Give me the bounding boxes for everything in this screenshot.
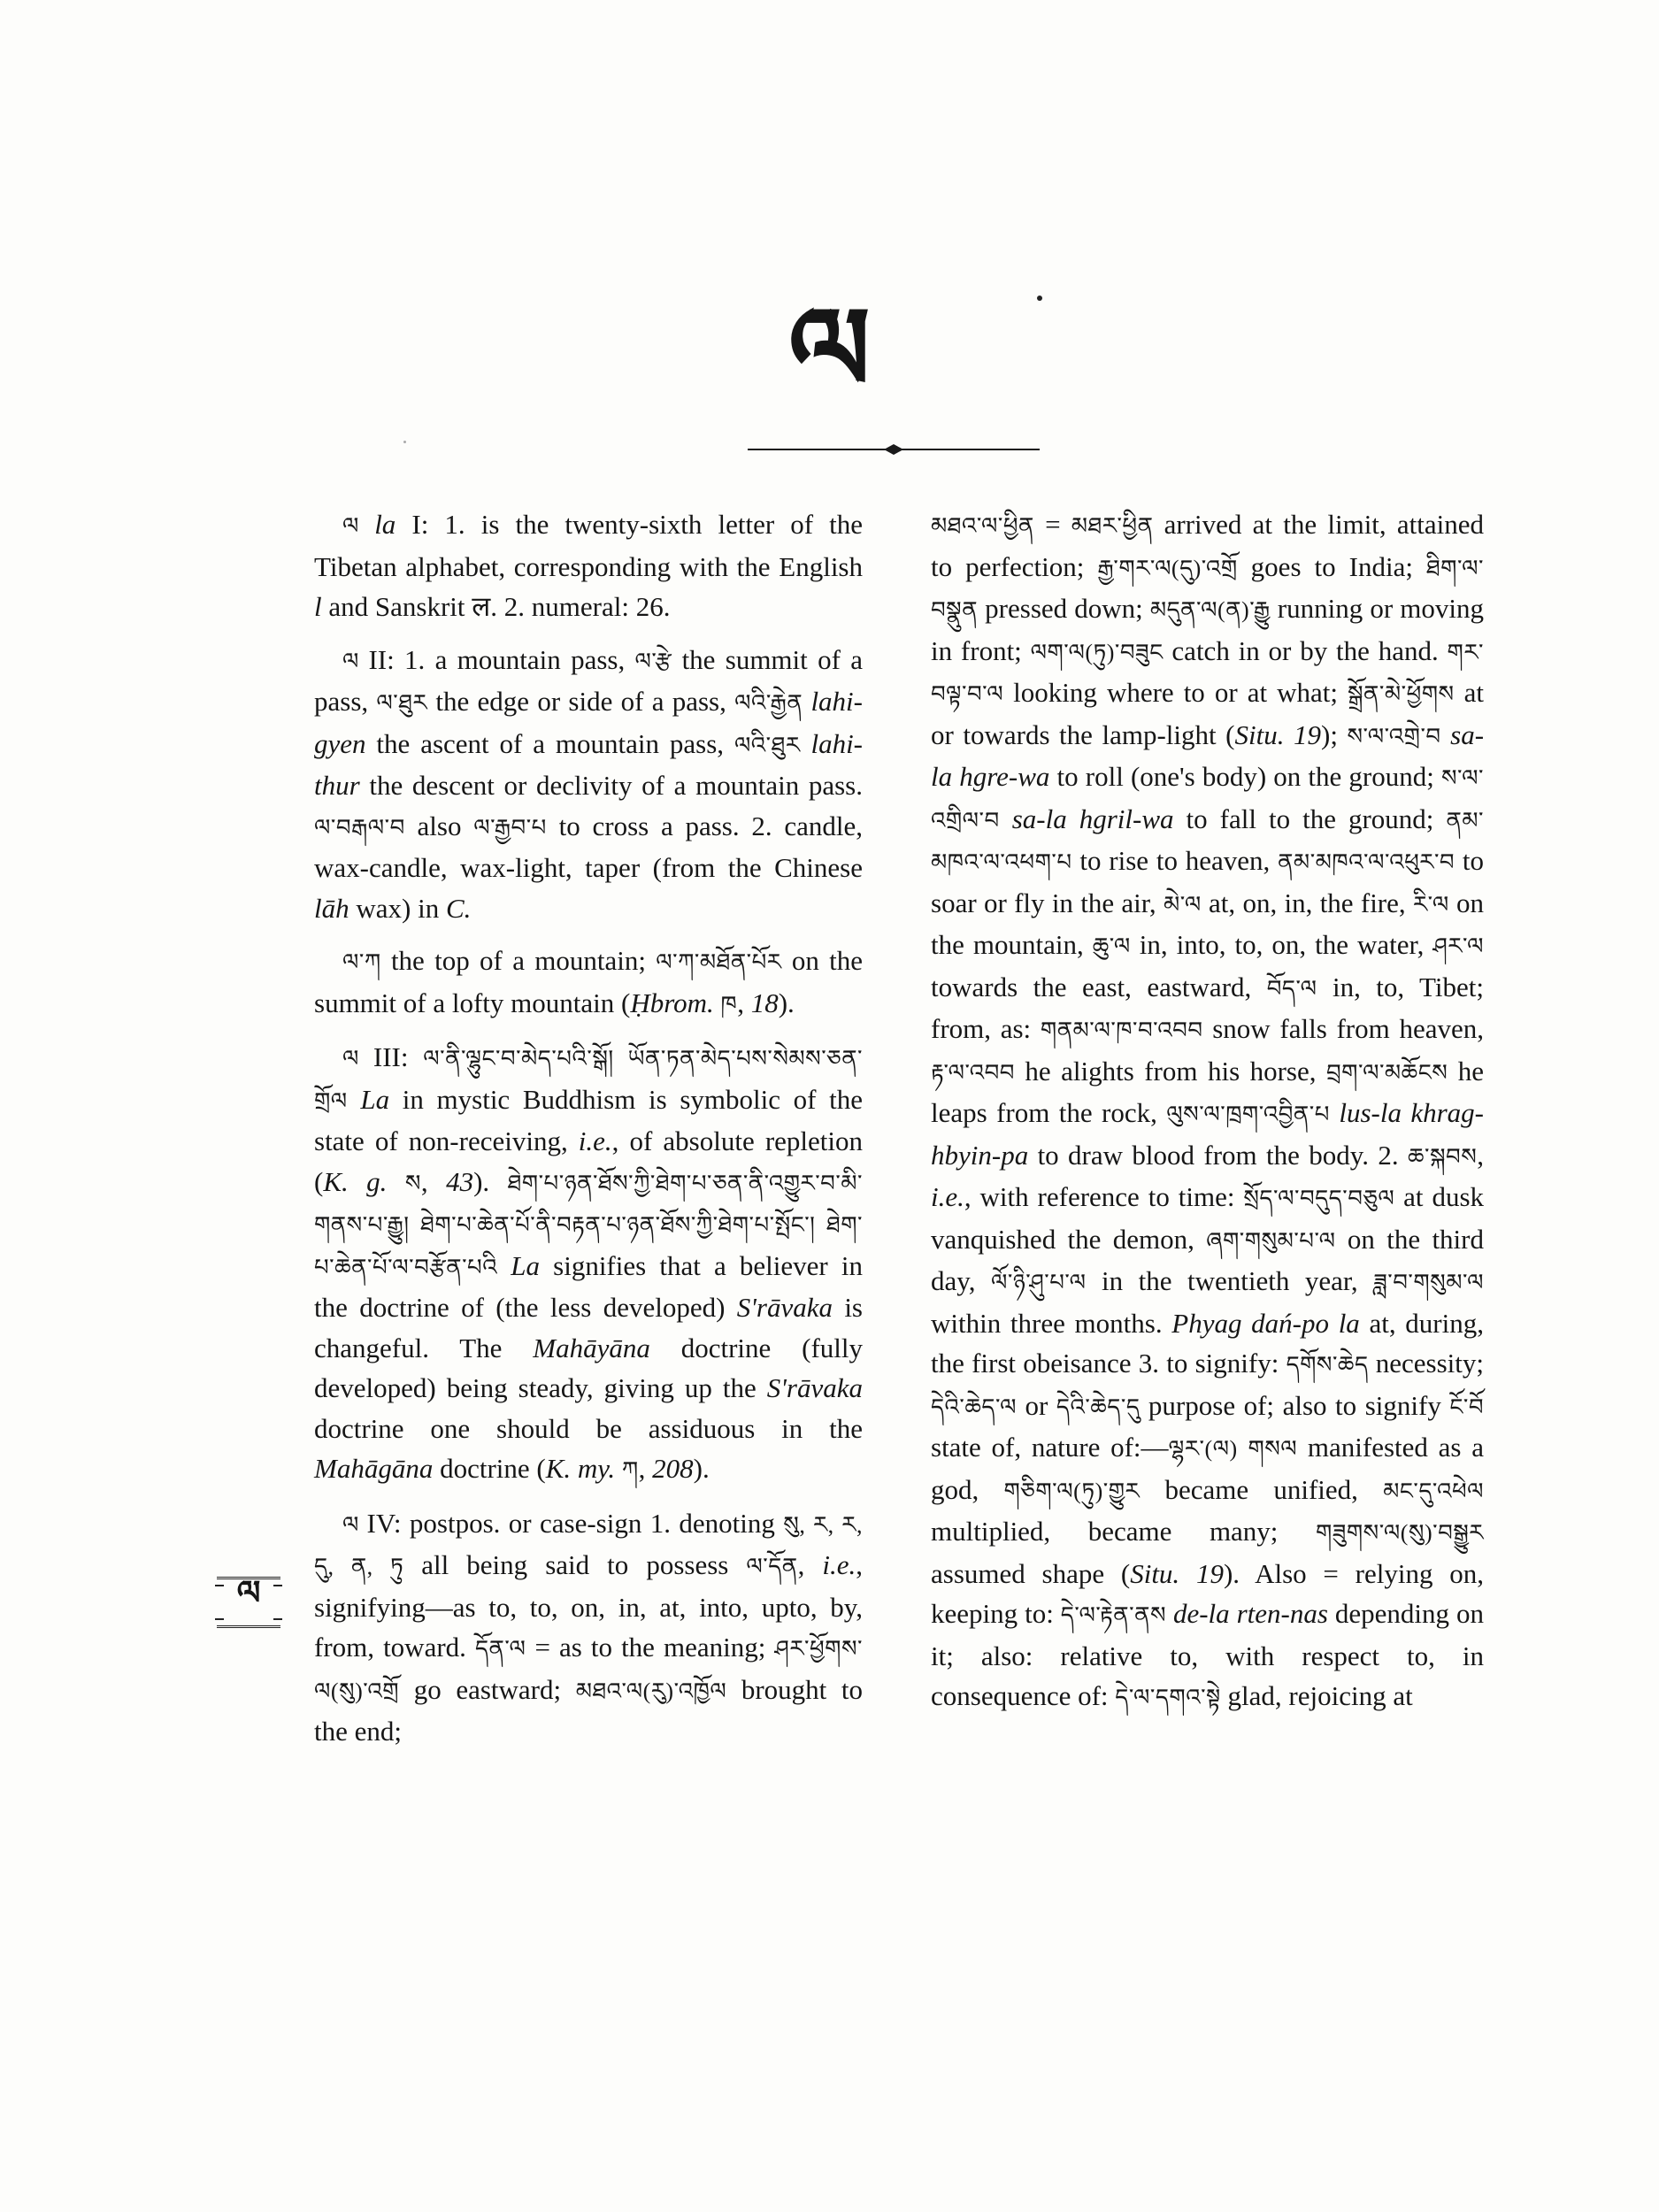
tibetan-term: ལུས་ལ་ཁྲག་འབྱིན་པ — [1166, 1102, 1330, 1127]
definition-text: , — [737, 987, 751, 1018]
tibetan-term: དེའི་ཆེད་ལ — [931, 1394, 1017, 1420]
definition-text: on the third day, — [931, 1223, 1484, 1296]
tibetan-term: བྲག་ལ་མཆོངས — [1325, 1059, 1448, 1086]
definition-text: at, during, the first obeisance 3. to signify: — [931, 1307, 1484, 1379]
italic-term: Situ. 19 — [1234, 718, 1322, 750]
definition-text: running or moving in front; — [931, 593, 1484, 666]
definition-text: to draw blood from the body. 2. — [1028, 1139, 1408, 1171]
tibetan-term: ལ་ཀ — [342, 949, 381, 975]
tibetan-term: རི་ལ — [1412, 891, 1449, 918]
italic-term: C. — [445, 892, 472, 924]
definition-text: the edge or side of a pass, — [427, 686, 735, 717]
definition-text: , of absolute repletion ( — [314, 1125, 863, 1197]
tibetan-term: ལྷར་(ལ) — [1168, 1436, 1238, 1462]
tibetan-term: མེ་ལ — [1163, 891, 1202, 918]
tibetan-term: སྒྲོན་མེ་ཕྱོགས — [1348, 681, 1455, 707]
definition-text: in mystic Buddhism is symbolic of the state of non-receiving, — [314, 1083, 864, 1156]
definition-text: to soar or fly in the air, — [931, 845, 1484, 918]
italic-term: 43 — [446, 1165, 474, 1197]
tibetan-term: གནམ་ལ་ཁ་བ་འབབ — [1040, 1018, 1203, 1043]
definition-text: all being said to possess — [403, 1549, 747, 1580]
dictionary-paragraph — [314, 504, 863, 627]
definition-text: glad, rejoicing at — [1220, 1680, 1413, 1711]
definition-text: necessity; — [1368, 1348, 1484, 1379]
italic-term: lāh — [314, 892, 349, 924]
tibetan-term: ལོ་ཉི་ཤུ་པ་ལ — [991, 1270, 1087, 1295]
tibetan-term: དོན་ལ — [474, 1636, 526, 1662]
definition-text: or — [1017, 1389, 1056, 1421]
italic-term: Mahāgāna — [314, 1453, 434, 1484]
tibetan-term: དེ་ལ་དགའ་སྟེ — [1115, 1685, 1221, 1710]
italic-term: i.e. — [931, 1181, 964, 1212]
tibetan-term: ཆུ་ལ — [1092, 933, 1131, 959]
definition-text — [1166, 1598, 1173, 1629]
definition-text: brought to the end; — [314, 1673, 863, 1747]
definition-text: became unified, — [1140, 1473, 1384, 1505]
definition-text: on the summit of a lofty mountain ( — [314, 945, 864, 1018]
definition-text: and Sanskrit ल. 2. numeral: 26. — [321, 591, 671, 622]
definition-text: ). Also = relying on, keeping to: — [931, 1557, 1484, 1629]
tibetan-term: ལ — [342, 1046, 373, 1071]
tibetan-term: དེའི་ཆེད་དུ — [1056, 1394, 1141, 1420]
italic-term: de-la rten-nas — [1172, 1598, 1328, 1629]
tibetan-term: མཐའ་ལ(རུ)་འཁྱོལ — [575, 1678, 727, 1704]
definition-text: , — [1477, 1139, 1484, 1171]
tibetan-term: ཞག་གསུམ་པ་ལ — [1206, 1227, 1336, 1254]
definition-text — [497, 1250, 511, 1281]
tibetan-term: ལ་དོན — [746, 1554, 798, 1579]
tibetan-term: གཅིག་ལ(ཏུ)་གྱུར — [1003, 1478, 1141, 1504]
definition-text: looking where to or at what; — [1003, 677, 1348, 708]
definition-text: the descent or declivity of a mountain pass. — [359, 770, 863, 801]
definition-text: to cross a pass. 2. candle, wax-candle, wax-light, taper (from the Chinese — [314, 810, 863, 883]
tibetan-term: བོད་ལ — [1266, 975, 1317, 1002]
tibetan-term: ལ་བརྒལ་བ — [314, 814, 405, 841]
italic-term: S'rāvaka — [736, 1292, 833, 1323]
definition-text: state of, nature of:— — [931, 1432, 1169, 1463]
italic-term: Situ. 19 — [1130, 1557, 1224, 1589]
definition-text: towards the east, eastward, — [931, 971, 1267, 1002]
definition-text: ). — [473, 1165, 508, 1197]
tibetan-term: མཐའ་ལ་ཕྱིན — [931, 513, 1034, 539]
tibetan-term: སུ, ར, ར, དུ, ན, ཏུ — [314, 1511, 863, 1579]
tibetan-term: ནམ་མཁའ་ལ་འཕག་པ — [931, 807, 1484, 875]
definition-text: = as to the meaning; — [526, 1632, 775, 1663]
definition-text: signifies that a believer in the doctrine of (the less developed) — [314, 1249, 863, 1323]
tibetan-term: དགོས་ཆེད — [1286, 1352, 1369, 1378]
left-column — [314, 504, 863, 1764]
definition-text: wax) in — [349, 892, 446, 924]
definition-text: at or towards the lamp-light ( — [931, 677, 1484, 750]
definition-text: depending on it; also: relative to, with respect to, in consequence of: — [931, 1598, 1485, 1711]
definition-text: he leaps from the rock, — [931, 1055, 1484, 1128]
definition-text — [348, 1084, 361, 1115]
definition-text: pressed down; — [978, 593, 1150, 624]
italic-term: lahi-thur — [314, 727, 864, 801]
tibetan-term: དེ་ལ་རྟེན་ནས — [1060, 1602, 1166, 1628]
definition-text — [1000, 803, 1012, 834]
italic-term: la — [374, 509, 396, 540]
definition-text: to roll (one's body) on the ground; — [1049, 761, 1441, 792]
definition-text: purpose of; also to signify — [1140, 1389, 1450, 1421]
definition-text: in, to, Tibet; from, as: — [931, 971, 1484, 1044]
tibetan-term: ཐེག་པ་ཉན་ཐོས་ཀྱི་ཐེག་པ་ཅན་ནི་འགྱུར་བ་མི་གནས་པ་རྒྱུ། ཐེག་པ་ཆེན་པོ་ནི་བརྟན་པ་ཉན་ཐོས་ཀྱི་ཐེག་པ་སྤོང་། ཐེག་པ་ཆེན་པོ་ལ་བརྩོན་པའི — [314, 1170, 864, 1280]
italic-term: K. my. — [545, 1453, 616, 1484]
tibetan-term: རྒྱ་གར་ལ(དུ)་འགྲོ — [1097, 555, 1238, 581]
italic-term: sa-la hgre-wa — [931, 718, 1485, 792]
tibetan-term: ས་ལ་འགྲེ་བ — [1347, 723, 1441, 749]
tibetan-term: ལའི་རྒྱེན — [734, 690, 803, 716]
definition-text: I: 1. is the twenty-sixth letter of the Tibetan alphabet, corresponding with the English — [314, 509, 863, 582]
tibetan-term: ལ་རྒྱབ་པ — [473, 814, 547, 841]
tibetan-term: གཟུགས་ལ(སུ)་བསྒྱུར — [1315, 1520, 1484, 1546]
definition-text — [1330, 1097, 1339, 1128]
italic-term: La — [511, 1249, 540, 1281]
italic-term: lus-la khrag-hbyin-pa — [931, 1097, 1484, 1171]
print-speck — [403, 441, 406, 443]
definition-text: II: 1. a mountain pass, — [368, 643, 635, 675]
tibetan-term: ཟླ་བ་གསུམ་ལ — [1373, 1270, 1484, 1295]
definition-text: assumed shape ( — [931, 1557, 1131, 1589]
tibetan-term: མཐར་ཕྱིན — [1071, 513, 1154, 539]
tibetan-term: ལ་རྩེ — [634, 648, 672, 674]
tibetan-term: ཀ — [621, 1457, 639, 1483]
definition-text: = — [1033, 509, 1071, 540]
definition-text: doctrine (fully developed) being steady, giving up the — [314, 1332, 863, 1403]
definition-text — [1441, 719, 1451, 750]
definition-text: , — [420, 1165, 447, 1197]
definition-text: within three months. — [931, 1307, 1172, 1339]
definition-text: is changeful. The — [314, 1292, 863, 1363]
tibetan-term: ངོ་བོ — [1449, 1394, 1484, 1420]
definition-text: ). — [778, 987, 795, 1018]
italic-term: 18 — [750, 987, 779, 1018]
dictionary-paragraph — [314, 1503, 863, 1752]
definition-text: to fall to the ground; — [1173, 803, 1447, 834]
definition-text: manifested as a god, — [931, 1432, 1484, 1505]
tibetan-term: ལ་ནི་ལྷུང་བ་མེད་པའི་སྒོ། ཡོན་ཏན་མེད་པས་སེམས་ཅན་གྲོལ — [314, 1046, 863, 1114]
italic-term: i.e. — [822, 1549, 856, 1580]
definition-text — [714, 987, 721, 1018]
right-column — [931, 504, 1484, 1731]
definition-text: catch in or by the hand. — [1163, 634, 1448, 666]
tibetan-term: ཤར་ཕྱོགས་ལ(སུ)་འགྲོ — [314, 1636, 863, 1704]
tibetan-term: ལ་ཀ་མཐོན་པོར — [656, 949, 782, 975]
dictionary-paragraph — [931, 504, 1484, 1718]
definition-text: on the mountain, — [931, 887, 1484, 960]
italic-term: i.e. — [578, 1125, 612, 1156]
definition-text: , with reference to time: — [964, 1181, 1244, 1212]
definition-text: ); — [1321, 718, 1348, 750]
italic-term: La — [360, 1083, 390, 1115]
tibetan-term: ས — [404, 1170, 421, 1196]
definition-text: the ascent of a mountain pass, — [365, 727, 734, 759]
tibetan-term: གསལ — [1248, 1436, 1298, 1462]
dictionary-paragraph — [314, 640, 863, 929]
definition-text: , — [638, 1453, 653, 1484]
italic-term: sa-la hgril-wa — [1011, 803, 1174, 834]
tibetan-term: ལ — [342, 1511, 367, 1538]
definition-text: go eastward; — [399, 1673, 576, 1705]
definition-text: III: — [373, 1041, 424, 1072]
definition-text: in the twentieth year, — [1086, 1265, 1374, 1296]
definition-text: arrived at the limit, attained to perfection; — [931, 509, 1485, 582]
tibetan-term: མང་དུ་འཕེལ — [1383, 1478, 1484, 1504]
tibetan-term: ནམ་མཁའ་ལ་འཕུར་བ — [1278, 849, 1455, 875]
tibetan-term: ལ — [342, 513, 375, 539]
ornamental-rule — [748, 441, 1040, 458]
italic-term: l — [314, 591, 322, 622]
definition-text: ). — [693, 1453, 710, 1484]
italic-term: lahi-gyen — [314, 686, 863, 759]
tibetan-term: ལག་ལ(ཏུ)་བཟུང — [1030, 639, 1164, 665]
definition-text — [1238, 1432, 1248, 1463]
italic-term: Mahāyāna — [533, 1332, 650, 1363]
definition-text: snow falls from heaven, — [1202, 1013, 1484, 1044]
tibetan-term: མདུན་ལ(ན)་རྒྱུ — [1149, 597, 1271, 623]
definition-text: he alights from his horse, — [1014, 1055, 1326, 1087]
italic-term: Ḥbrom. — [630, 987, 714, 1018]
print-speck — [1037, 296, 1042, 301]
italic-term: 208 — [652, 1453, 694, 1484]
definition-text: multiplied, became many; — [931, 1516, 1316, 1547]
definition-text: doctrine one should be assiduous in the — [314, 1412, 863, 1444]
definition-text: goes to India; — [1237, 550, 1426, 582]
tibetan-term: སྲོད་ལ་བདུད་བཅུལ — [1243, 1186, 1395, 1211]
tibetan-term: ལ་ཐུར — [376, 690, 428, 716]
italic-term: K. g. — [323, 1165, 388, 1197]
tibetan-term: ཐིག་ལ་བསྣུན — [931, 555, 1484, 623]
definition-text: at dusk vanquished the demon, — [931, 1181, 1485, 1255]
tibetan-term: ཁ — [720, 991, 738, 1018]
definition-text: , signifying—as to, to, on, in, at, into, upto, by, from, toward. — [314, 1549, 864, 1663]
tibetan-term: གར་བལྟ་བ་ལ — [931, 639, 1484, 707]
definition-text — [615, 1453, 622, 1484]
definition-text: doctrine ( — [433, 1453, 546, 1484]
italic-term: S'rāvaka — [766, 1372, 863, 1403]
tibetan-term: ཤར་ལ — [1432, 933, 1484, 959]
definition-text — [801, 728, 811, 759]
definition-text: IV: postpos. or case-sign 1. denoting — [366, 1507, 784, 1539]
page-letter-marker: ལ — [217, 1577, 280, 1628]
definition-text: , — [797, 1549, 823, 1580]
tibetan-term: ལ — [342, 648, 369, 674]
definition-text: also — [404, 810, 474, 841]
tibetan-term: ས་ལ་འགྲིལ་བ — [931, 765, 1484, 833]
tibetan-term: ལའི་ཐུར — [733, 732, 801, 758]
letter-heading: ལ — [787, 281, 872, 419]
definition-text: the top of a mountain; — [380, 945, 657, 976]
tibetan-term: ཆ་སྐབས — [1408, 1143, 1478, 1170]
tibetan-term: རྟ་ལ་འབབ — [931, 1059, 1015, 1086]
italic-term: Phyag dań-po la — [1171, 1307, 1360, 1339]
definition-text: to rise to heaven, — [1071, 845, 1279, 876]
definition-text: at, on, in, the fire, — [1201, 887, 1413, 918]
definition-text: the summit of a pass, — [314, 643, 863, 717]
definition-text — [387, 1166, 404, 1197]
dictionary-paragraph — [314, 1037, 863, 1491]
dictionary-paragraph — [314, 941, 863, 1025]
definition-text: in, into, to, on, the water, — [1130, 929, 1433, 960]
